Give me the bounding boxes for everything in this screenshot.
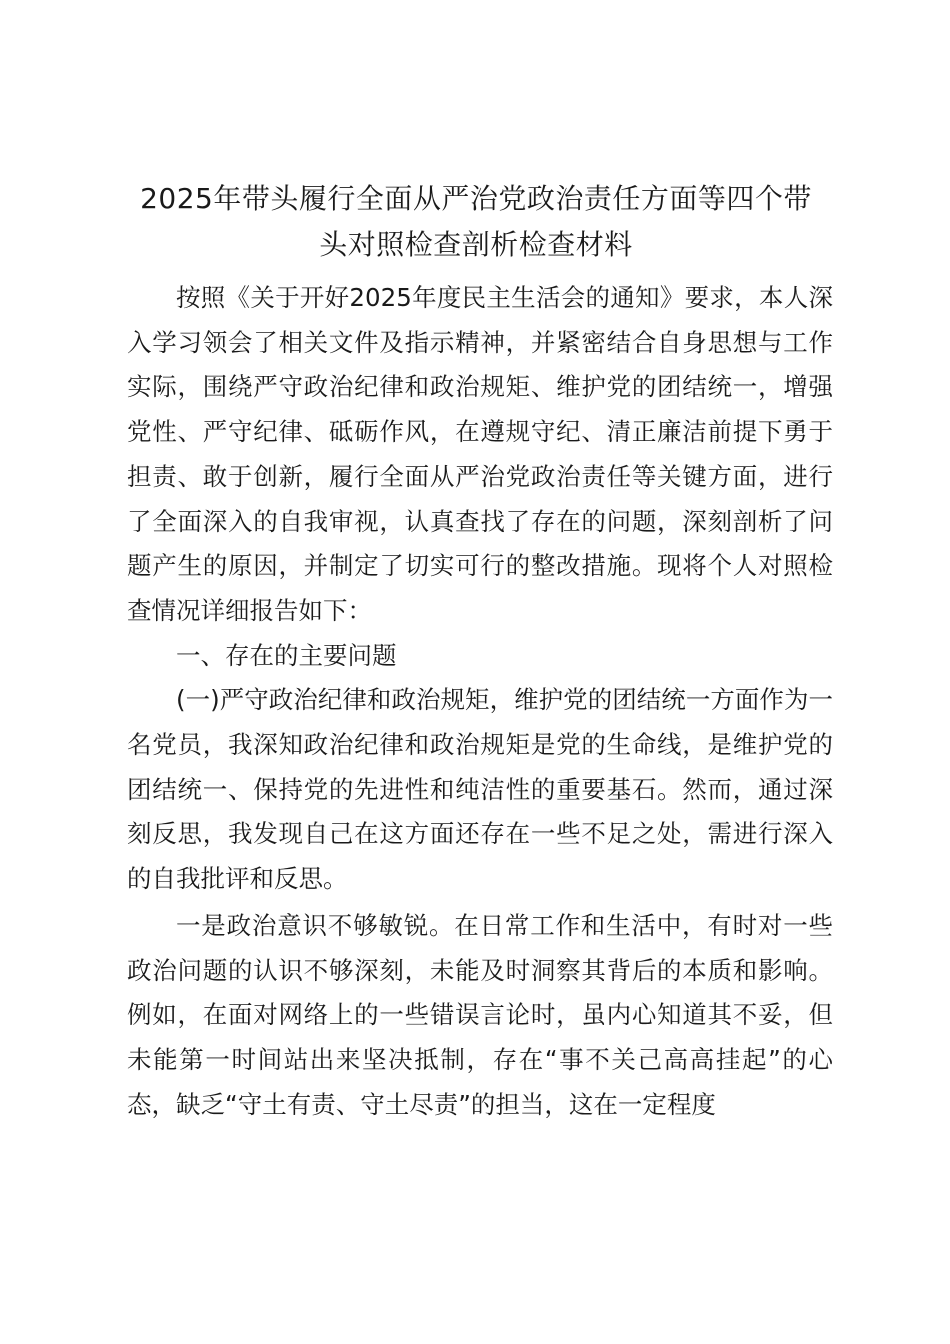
intro-paragraph: 按照《关于开好2025年度民主生活会的通知》要求，本人深入学习领会了相关文件及指示精神，并紧密结合自身思想与工作实际，围绕严守政治纪律和政治规矩、维护党的团结统一，增强党性、严守纪律、砥砺作风，在遵规守纪、清正廉洁前提下勇于担责、敢于创新，履行全面从严治党政治责任等关键方面，进行了全面深入的自我审视，认真查找了存在的问题，深刻剖析了问题产生的原因，并制定了切实可行的整改措施。现将个人对照检查情况详细报告如下： [127,283,833,625]
document-title-line-1: 2025年带头履行全面从严治党政治责任方面等四个带 [140,182,812,215]
document-body [127,276,833,1127]
point-paragraph: 一是政治意识不够敏锐。在日常工作和生活中，有时对一些政治问题的认识不够深刻，未能及时洞察其背后的本质和影响。例如，在面对网络上的一些错误言论时，虽内心知道其不妥，但未能第一时间站出来坚决抵制，存在“事不关己高高挂起”的心态，缺乏“守土有责、守土尽责”的担当，这在一定程度 [127,910,833,1119]
section-heading: 一、存在的主要问题 [176,640,397,670]
document-title-line-2: 头对照检查剖析检查材料 [319,228,633,261]
subsection-paragraph: (一)严守政治纪律和政治规矩，维护党的团结统一方面作为一名党员，我深知政治纪律和政治规矩是党的生命线，是维护党的团结统一、保持党的先进性和纯洁性的重要基石。然而，通过深刻反思，我发现自己在这方面还存在一些不足之处，需进行深入的自我批评和反思。 [127,685,833,894]
document-title [120,176,832,268]
